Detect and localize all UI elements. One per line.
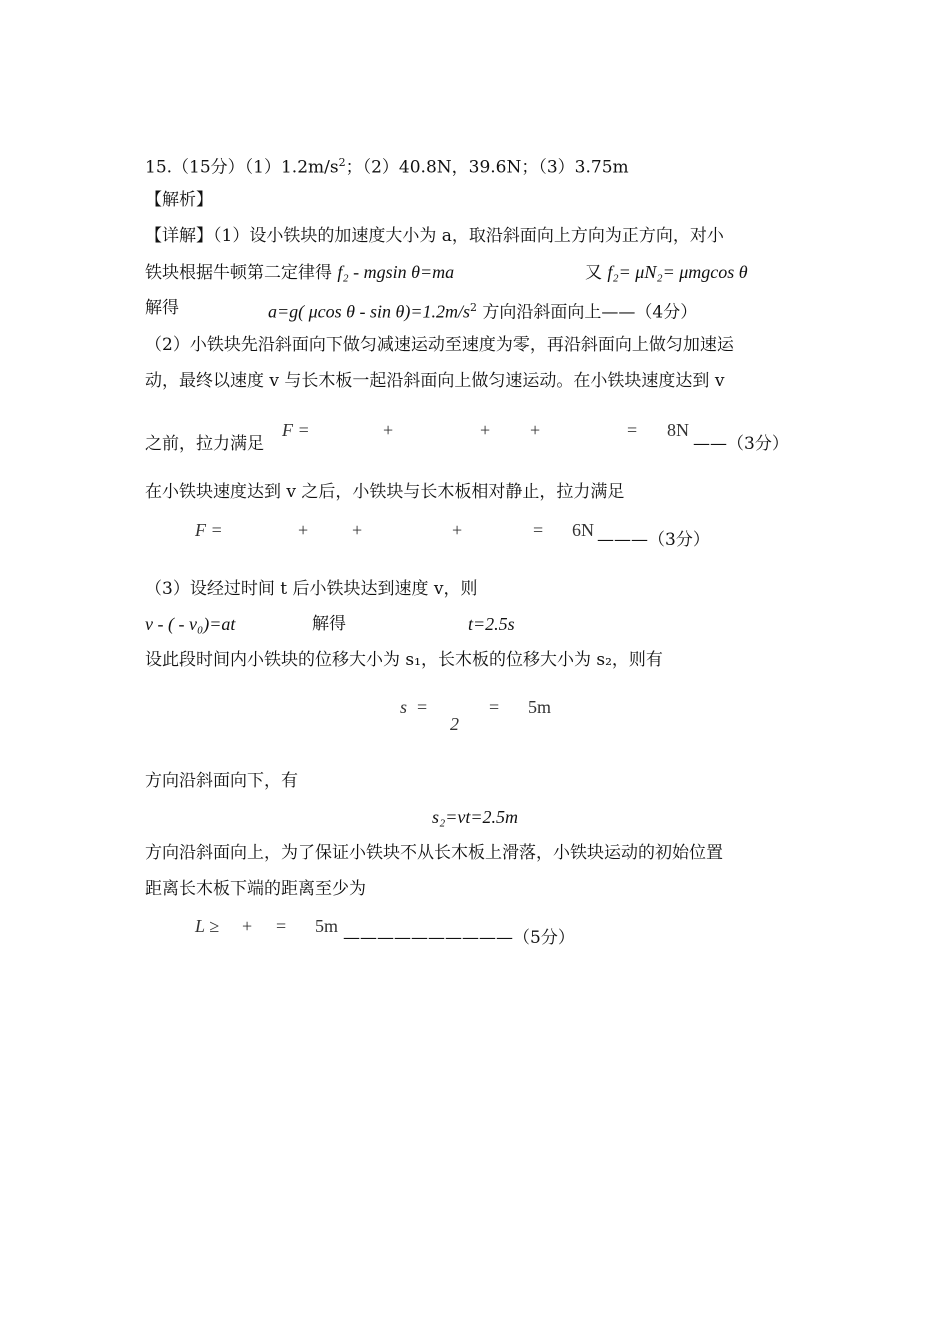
text: 又 [585, 263, 602, 283]
equals: = [276, 916, 287, 936]
lhs: s [400, 697, 408, 717]
paragraph-line: 动，最终以速度 v 与长木板一起沿斜面向上做匀速运动。在小铁块速度达到 v [145, 371, 725, 391]
equals: = [533, 520, 544, 540]
paragraph-line: 在小铁块速度达到 v 之后，小铁块与长木板相对静止，拉力满足 [145, 482, 625, 502]
plus: + [352, 520, 363, 540]
lhs: F = [195, 520, 223, 540]
result: 6N [572, 520, 594, 540]
plus: + [298, 520, 309, 540]
denominator: 2 [450, 714, 459, 734]
text: 方向沿斜面向上——（4分） [482, 302, 698, 323]
sup: 2 [470, 301, 477, 314]
answer-sup: 2 [338, 156, 346, 169]
plus: + [452, 520, 463, 540]
equation: a=g( μcos θ - sin θ)=1.2m/s [268, 301, 470, 322]
equation-line [268, 298, 697, 323]
lhs: L ≥ [195, 916, 220, 936]
paragraph-line: （2）小铁块先沿斜面向下做匀减速运动至速度为零，再沿斜面向上做匀加速运 [145, 335, 734, 355]
plus: + [383, 420, 394, 440]
equals: = [627, 420, 638, 440]
lhs: F = [282, 420, 310, 440]
answer-head: 15.（15分）（1）1.2m/s [145, 157, 339, 178]
score: ———（3分） [597, 530, 710, 550]
analysis-label: 【解析】 [145, 190, 213, 210]
answer-line [145, 153, 629, 178]
equation: t=2.5s [468, 614, 515, 634]
label: 解得 [145, 298, 179, 318]
answer-tail: ；（2）40.8N，39.6N；（3）3.75m [345, 157, 629, 178]
score: ——————————（5分） [343, 928, 575, 948]
result: 8N [667, 420, 689, 440]
paragraph-line: 距离长木板下端的距离至少为 [145, 879, 366, 899]
detail-text: 铁块根据牛顿第二定律得 [145, 263, 332, 283]
paragraph-line: 之前，拉力满足 [145, 434, 264, 454]
label: 解得 [312, 614, 346, 634]
score: ——（3分） [693, 434, 789, 454]
result: 5m [315, 916, 339, 936]
plus: + [242, 916, 253, 936]
equation: s₂=vt=2.5m [432, 807, 519, 827]
equals: = [417, 697, 428, 717]
equation: v - ( - v₀)=at [145, 614, 236, 634]
detail-line-2 [145, 262, 454, 283]
paragraph-line: 设此段时间内小铁块的位移大小为 s₁，长木板的位移大小为 s₂，则有 [145, 650, 663, 670]
equation-line [585, 262, 748, 283]
paragraph-line: 方向沿斜面向下，有 [145, 771, 298, 791]
paragraph-line: （3）设经过时间 t 后小铁块达到速度 v，则 [145, 579, 478, 599]
paragraph-line: 方向沿斜面向上，为了保证小铁块不从长木板上滑落，小铁块运动的初始位置 [145, 843, 723, 863]
plus: + [480, 420, 491, 440]
result: 5m [528, 697, 552, 717]
equation: f₂= μN₂= μmgcos θ [607, 262, 748, 282]
detail-text: （1）设小铁块的加速度大小为 a，取沿斜面向上方向为正方向，对小 [213, 226, 724, 246]
detail-line-1 [145, 226, 724, 246]
detail-label: 【详解】 [145, 226, 213, 246]
equation: f₂ - mgsin θ=ma [337, 262, 455, 282]
plus: + [530, 420, 541, 440]
equals: = [489, 697, 500, 717]
